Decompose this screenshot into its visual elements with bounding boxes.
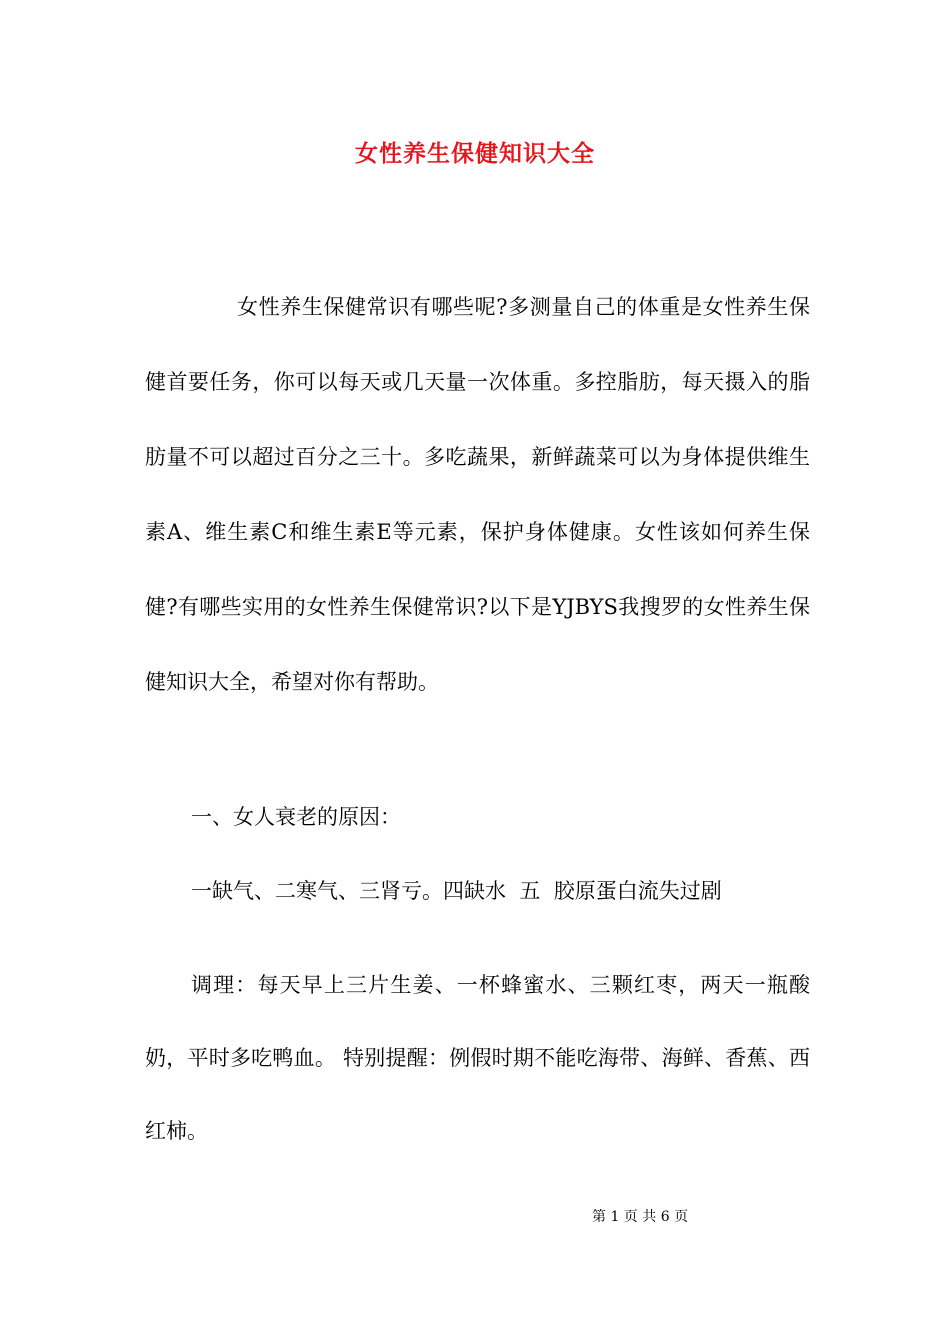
- section-heading: 一、女人衰老的原因：: [191, 805, 401, 829]
- page-number: 第 1 页 共 6 页: [592, 1209, 689, 1225]
- advice-paragraph: 调理：每天早上三片生姜、一杯蜂蜜水、三颗红枣，两天一瓶酸奶，平时多吃鸭血。 特别提醒：例假时期不能吃海带、海鲜、香蕉、西红柿。: [145, 973, 810, 1143]
- document-title: 女性养生保健知识大全: [355, 140, 595, 167]
- intro-paragraph: 女性养生保健常识有哪些呢?多测量自己的体重是女性养生保健首要任务，你可以每天或几天量一次体重。多控脂肪，每天摄入的脂肪量不可以超过百分之三十。多吃蔬果，新鲜蔬菜可以为身体提供维生素A、维生素C和维生素E等元素，保护身体健康。女性该如何养生保健?有哪些实用的女性养生保健常识?以下是YJBYS我搜罗的女性养生保健知识大全，希望对你有帮助。: [145, 295, 810, 694]
- causes-line: 一缺气、二寒气、三肾亏。四缺水 五 胶原蛋白流失过剧: [191, 879, 722, 903]
